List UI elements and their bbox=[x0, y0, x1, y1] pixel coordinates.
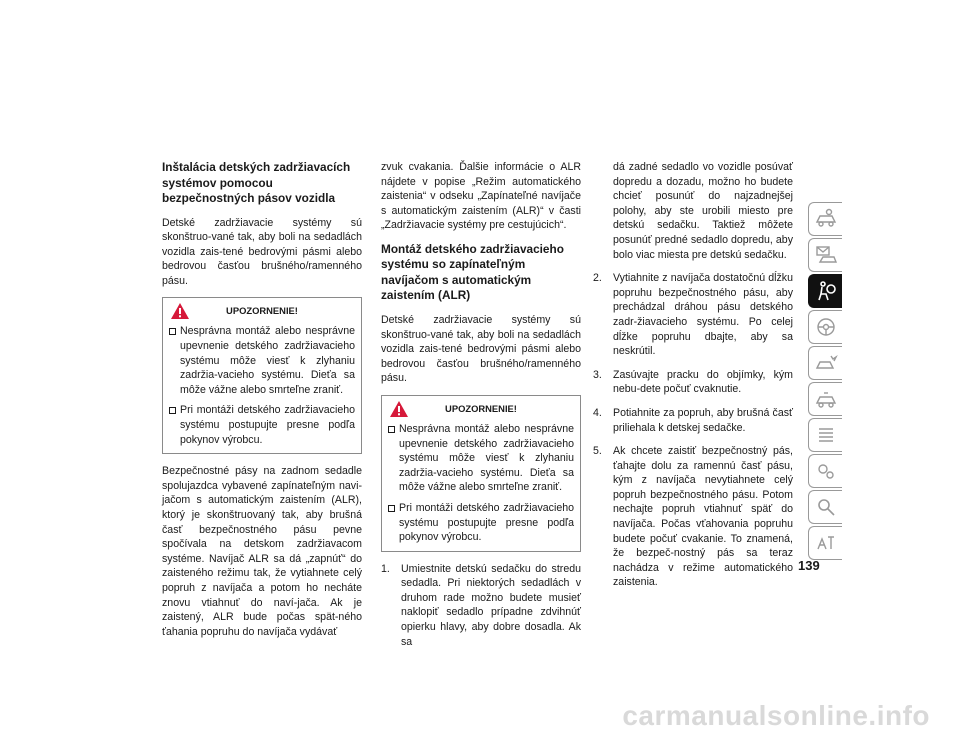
list-item: 5. Ak chcete zaistiť bezpečnostný pás, ťahajte dolu za ramennú časť pásu, kým z navíjača nevytiahnete celý popruh bezpečnostného pásu. Potom nechajte popruh vtiahnuť späť do navíjača. Počas vťahovania popruhu budete počuť cvakanie. To znamená, že bezpeč-nostný pás sa teraz nachádza v režime automatického zaistenia. bbox=[593, 445, 793, 589]
watermark: carmanualsonline.info bbox=[622, 700, 930, 731]
tab-car-dashboard[interactable] bbox=[808, 202, 842, 236]
list-item: 3. Zasúvajte pracku do objímky, kým nebu-dete počuť cvaknutie. bbox=[593, 368, 793, 396]
steps-list bbox=[593, 271, 793, 590]
warning-triangle-icon bbox=[390, 401, 408, 417]
warning-item: Pri montáži detského zadržiavacieho systému postupujte presne podľa pokynov výrobcu. bbox=[388, 501, 574, 545]
search-icon bbox=[814, 495, 838, 519]
tab-seat-airbag[interactable] bbox=[808, 274, 842, 308]
tab-car-mail[interactable] bbox=[808, 238, 842, 272]
bullet-box-icon bbox=[388, 505, 395, 512]
paragraph: Detské zadržiavacie systémy sú skonštruo-vané tak, aby boli na sedadlách vozidla zais-tené bedrovými pásmi alebo bedrovou časťou brušného/ramenného pásu. bbox=[381, 313, 581, 385]
section-heading-2: Montáž detského zadržiavacieho systému so zapínateľným navíjačom s automatickým zaistením (ALR) bbox=[381, 241, 564, 303]
list-item-continuation: dá zadné sedadlo vo vozidle posúvať dopredu a dozadu, možno ho budete chcieť posunúť do najzadnejšej polohy, aby ste urobili miesto pre detskú sedačku. Taktiež môžete posunúť predné sedadlo dopredu, aby bolo viac miesta pre detskú sedačku. bbox=[613, 161, 793, 261]
list-item: 2. Vytiahnite z navíjača dostatočnú dĺžku popruhu bezpečnostného pásu, aby prechádzal dráhou pásu detského zadr-žiavacieho systému. Po celej dĺžke popruhu dbajte, aby sa neskrútil. bbox=[593, 272, 793, 358]
warning-header bbox=[169, 302, 355, 320]
section-heading-1: Inštalácia detských zadržiavacích systémov pomocou bezpečnostných pásov vozidla bbox=[162, 160, 351, 205]
warning-title: UPOZORNENIE! bbox=[226, 305, 298, 317]
warning-box-2 bbox=[381, 395, 581, 552]
gears-icon bbox=[814, 459, 838, 483]
column-2 bbox=[381, 160, 581, 658]
tab-language[interactable] bbox=[808, 526, 842, 560]
car-mail-icon bbox=[814, 243, 838, 267]
warning-item: Pri montáži detského zadržiavacieho systému postupujte presne podľa pokynov výrobcu. bbox=[169, 403, 355, 447]
list-icon bbox=[814, 423, 838, 447]
list-item: 1. Umiestnite detskú sedačku do stredu sedadla. Pri niektorých sedadlách v druhom rade možno budete musieť naklopiť sedadlo prípadne zdvihnúť opierku hlavy, aby dobre dosadla. Ak sa bbox=[381, 562, 581, 648]
language-icon bbox=[814, 531, 838, 555]
warning-header bbox=[388, 400, 574, 418]
tab-car-crash[interactable] bbox=[808, 346, 842, 380]
warning-title: UPOZORNENIE! bbox=[445, 402, 517, 414]
chapter-tabs bbox=[808, 202, 842, 562]
warning-item: Nesprávna montáž alebo nesprávne upevnenie detského zadržiavacieho systému môže viesť k zlyhaniu zadržia-vacieho systému. Dieťa sa môže vážne alebo smrteľne zraniť. bbox=[388, 422, 574, 495]
steering-wheel-icon bbox=[814, 315, 838, 339]
bullet-box-icon bbox=[169, 407, 176, 414]
paragraph: zvuk cvakania. Ďalšie informácie o ALR nájdete v popise „Režim automatického zaistenia“ v odseku „Zapínateľné navíjače s automatickým zaistením (ALR)“ v časti „Zadržiavacie systémy pre cestujúcich“. bbox=[381, 161, 581, 232]
car-crash-icon bbox=[814, 351, 838, 375]
column-1 bbox=[162, 160, 362, 648]
warning-item: Nesprávna montáž alebo nesprávne upevnenie detského zadržiavacieho systému môže viesť k zlyhaniu zadržia-vacieho systému. Dieťa sa môže vážne alebo smrteľne zraniť. bbox=[169, 324, 355, 397]
tab-steering-wheel[interactable] bbox=[808, 310, 842, 344]
column-3 bbox=[593, 160, 793, 599]
warning-box-1 bbox=[162, 297, 362, 454]
page-number: 139 bbox=[798, 558, 820, 573]
steps-list bbox=[381, 562, 581, 650]
car-dashboard-icon bbox=[814, 207, 838, 231]
list-item: 4. Potiahnite za popruh, aby brušná časť priliehala k detskej sedačke. bbox=[593, 406, 793, 434]
warning-triangle-icon bbox=[171, 303, 189, 319]
bullet-box-icon bbox=[388, 426, 395, 433]
tab-gears[interactable] bbox=[808, 454, 842, 488]
paragraph: Bezpečnostné pásy na zadnom sedadle spolujazdca vybavené zapínateľným navi-jačom s automatickým zaistením (ALR), ktorý je skonštruovaný tak, aby brušná časť bezpečnostného pásu pevne spočívala na detskom zadržiavacom systéme. Navíjač ALR sa dá „zapnúť“ do zaisteného režimu tak, že vytiahnete celý popruh z navíjača a potom ho necháte znovu vtiahnuť do naví-jača. Ak je zaistený, ALR bude počas spät-ného ťahania popruhu do navíjača vydávať bbox=[162, 465, 362, 638]
bullet-box-icon bbox=[169, 328, 176, 335]
seat-airbag-icon bbox=[814, 279, 838, 303]
paragraph: Detské zadržiavacie systémy sú skonštruo-vané tak, aby boli na sedadlách vozidla zais-tené bedrovými pásmi alebo bedrovou časťou brušného/ramenného pásu. bbox=[162, 216, 362, 287]
tab-car-service[interactable] bbox=[808, 382, 842, 416]
tab-list[interactable] bbox=[808, 418, 842, 452]
tab-search[interactable] bbox=[808, 490, 842, 524]
car-service-icon bbox=[814, 387, 838, 411]
